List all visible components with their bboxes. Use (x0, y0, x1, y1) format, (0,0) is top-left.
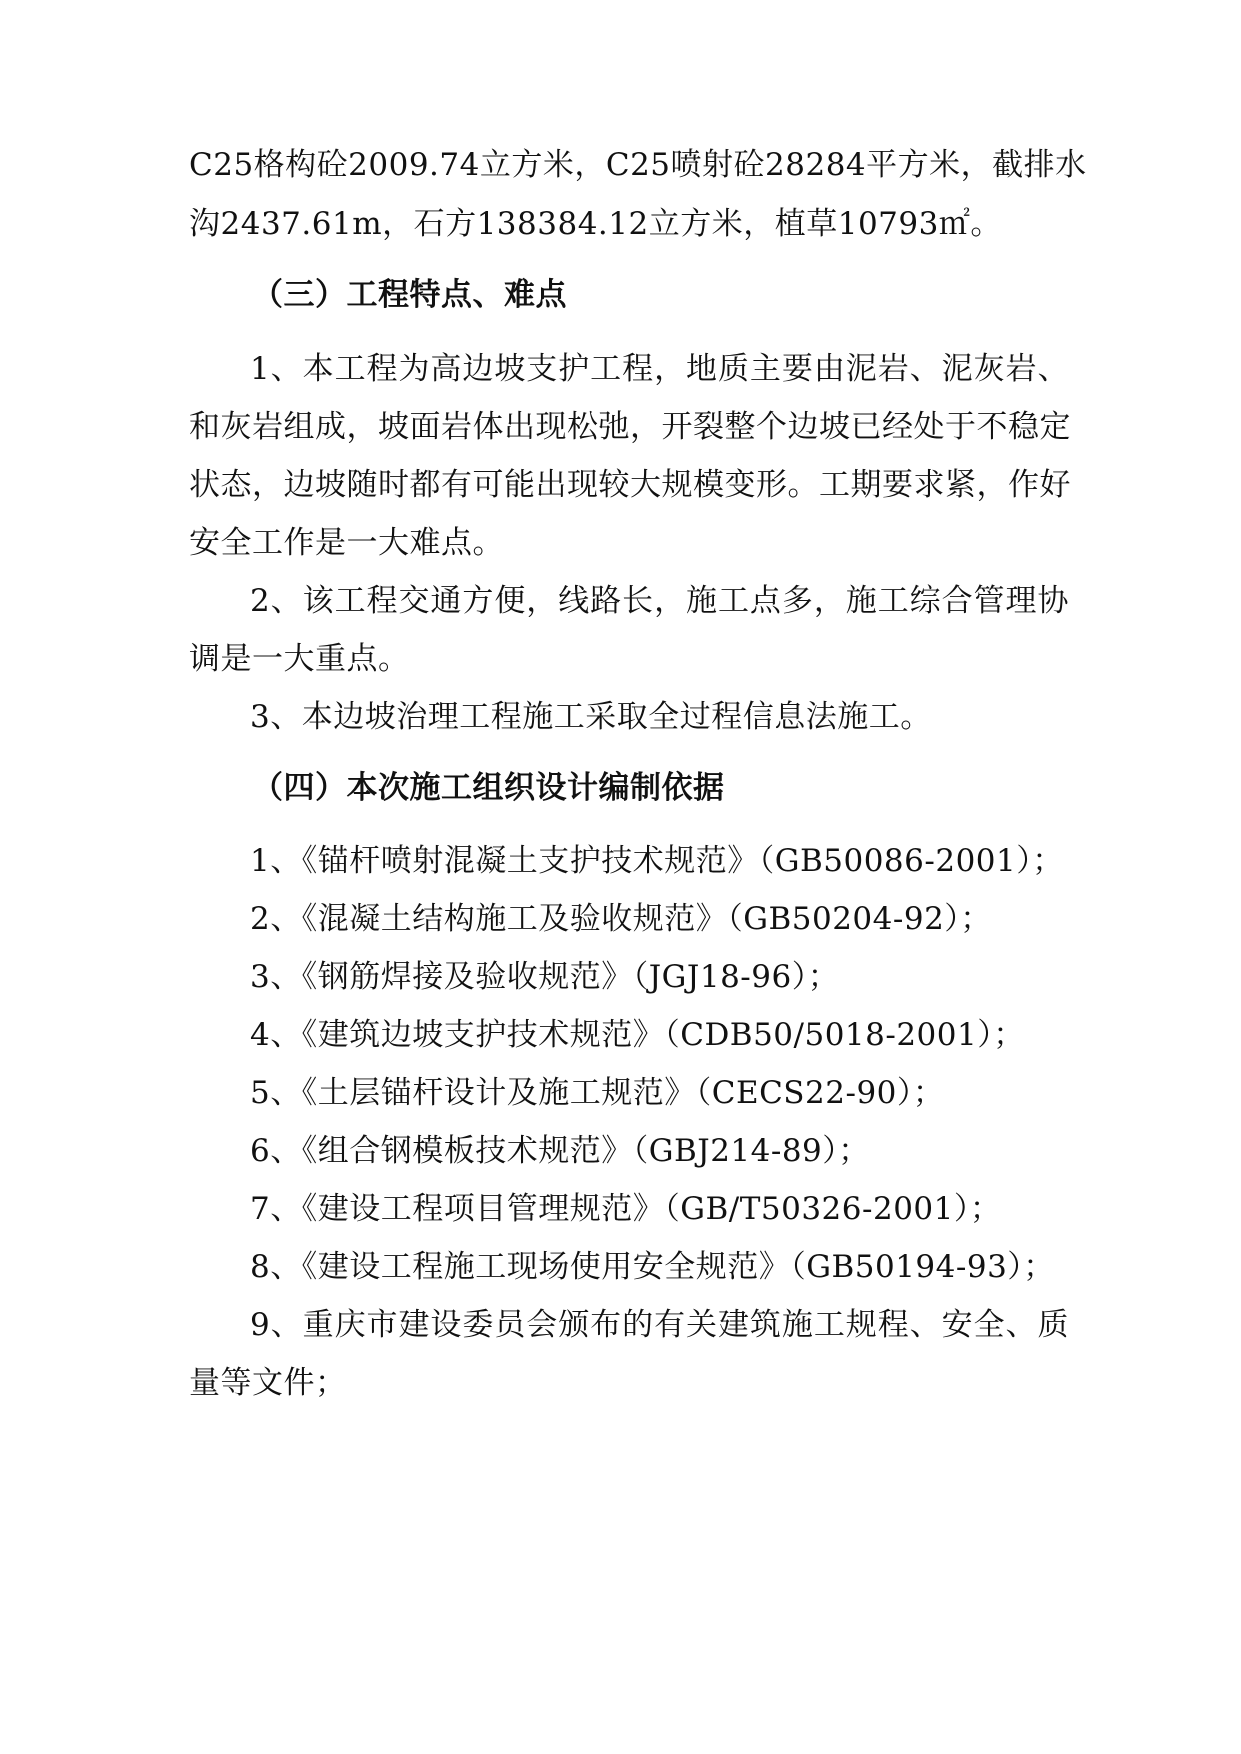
section-3-point-1-line-2: 和灰岩组成，坡面岩体出现松弛，开裂整个边坡已经处于不稳定 (189, 409, 1071, 445)
section-4-list-item: 6、《组合钢模板技术规范》（GBJ214-89）； (250, 1133, 870, 1169)
section-3-point-2-line-2: 调是一大重点。 (189, 641, 410, 677)
section-3-point-3-line-1: 3、本边坡治理工程施工采取全过程信息法施工。 (250, 699, 932, 735)
intro-line-1: C25格构砼2009.74立方米，C25喷射砼28284平方米，截排水 (189, 147, 1087, 183)
section-3-point-2-line-1: 2、该工程交通方便，线路长，施工点多，施工综合管理协 (250, 583, 1069, 619)
section-4-list-item: 8、《建设工程施工现场使用安全规范》（GB50194-93）； (250, 1249, 1055, 1285)
section-4-list-item: 7、《建设工程项目管理规范》（GB/T50326-2001）； (250, 1191, 1002, 1227)
section-4-list-item: 2、《混凝土结构施工及验收规范》（GB50204-92）； (250, 901, 992, 937)
section-3-point-1-line-3: 状态，边坡随时都有可能出现较大规模变形。工期要求紧，作好 (189, 467, 1071, 503)
section-3-point-1-line-1: 1、本工程为高边坡支护工程，地质主要由泥岩、泥灰岩、 (250, 351, 1069, 387)
intro-line-2: 沟2437.61m，石方138384.12立方米，植草10793㎡。 (189, 206, 1002, 242)
section-4-item-9-line-1: 9、重庆市建设委员会颁布的有关建筑施工规程、安全、质 (250, 1307, 1069, 1343)
section-4-list-item: 1、《锚杆喷射混凝土支护技术规范》（GB50086-2001）； (250, 843, 1064, 879)
section-4-item-9-line-2: 量等文件； (189, 1365, 347, 1401)
section-3-heading: （三）工程特点、难点 (252, 277, 567, 313)
section-4-heading: （四）本次施工组织设计编制依据 (252, 770, 725, 806)
section-4-list-item: 5、《土层锚杆设计及施工规范》（CECS22-90）； (250, 1075, 945, 1111)
section-3-point-1-line-4: 安全工作是一大难点。 (189, 525, 504, 561)
section-4-list-item: 3、《钢筋焊接及验收规范》（JGJ18-96）； (250, 959, 840, 995)
section-4-list-item: 4、《建筑边坡支护技术规范》（CDB50/5018-2001）； (250, 1017, 1025, 1053)
